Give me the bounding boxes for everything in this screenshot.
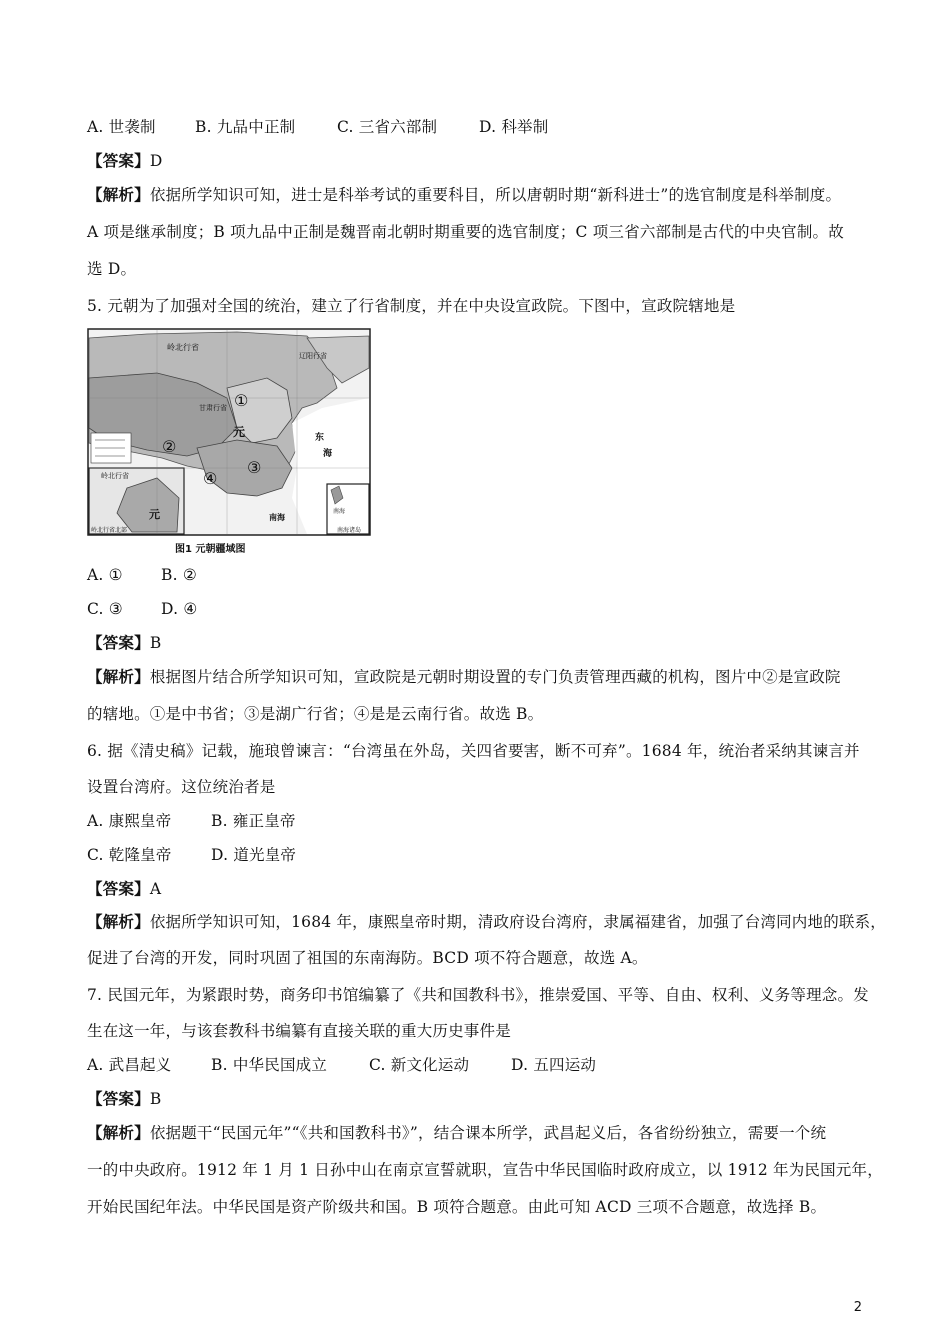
q5-analysis-line-2: 的辖地。①是中书省；③是湖广行省；④是是云南行省。故选 B。 bbox=[87, 705, 544, 723]
q6-question-line-1: 6. 据《清史稿》记载，施琅曾谏言：“台湾虽在外岛，关四省要害，断不可弃”。1684 年，统治者采纳其谏言并 bbox=[87, 742, 860, 760]
q7-question-line-1: 7. 民国元年，为紧跟时势，商务印书馆编纂了《共和国教科书》，推崇爱国、平等、自由、权利、义务等理念。发 bbox=[87, 986, 869, 1004]
q7-option-d: D. 五四运动 bbox=[511, 1056, 597, 1074]
map-label-lingbei-inset: 岭北行省 bbox=[101, 472, 129, 480]
q6-analysis-line-1 bbox=[87, 911, 886, 933]
q5-answer bbox=[87, 632, 161, 654]
answer-tag: 【答案】 bbox=[87, 879, 150, 898]
map-caption: 图1 元朝疆域图 bbox=[175, 544, 246, 555]
q6-option-a: A. 康熙皇帝 bbox=[87, 812, 172, 830]
map-label-inset-right: 南海诸岛 bbox=[337, 527, 362, 534]
q7-analysis-line-2: 一的中央政府。1912 年 1 月 1 日孙中山在南京宣誓就职，宣告中华民国临时政府成立，以 1912 年为民国元年， bbox=[87, 1161, 883, 1179]
q5-option-c: C. ③ bbox=[87, 600, 123, 618]
q4-answer bbox=[87, 150, 162, 172]
map-marker-4: ④ bbox=[203, 469, 218, 488]
map-label-yuan-inset: 元 bbox=[149, 508, 160, 521]
q6-analysis-line-2: 促进了台湾的开发，同时巩固了祖国的东南海防。BCD 项不符合题意，故选 A。 bbox=[87, 949, 648, 967]
map-marker-2: ② bbox=[162, 437, 177, 456]
map-label-inset-caption: 岭北行省北部 bbox=[91, 527, 128, 534]
q5-options-row-1 bbox=[87, 564, 197, 586]
q4-option-c: C. 三省六部制 bbox=[337, 118, 438, 136]
answer-value: A bbox=[149, 880, 162, 898]
yuan-dynasty-map bbox=[87, 328, 371, 560]
map-label-inset-sea: 南海 bbox=[333, 508, 346, 515]
q6-options-row-2 bbox=[87, 844, 296, 866]
q7-options bbox=[87, 1054, 596, 1076]
answer-tag: 【答案】 bbox=[87, 151, 150, 170]
analysis-tag: 【解析】 bbox=[87, 185, 150, 204]
answer-value: B bbox=[149, 634, 162, 652]
analysis-text: 依据题干“民国元年”“《共和国教科书》”，结合课本所学，武昌起义后，各省纷纷独立，需要一个统 bbox=[149, 1124, 827, 1142]
map-label-yuan: 元 bbox=[233, 425, 246, 439]
q7-question-line-2: 生在这一年，与该套教科书编纂有直接关联的重大历史事件是 bbox=[87, 1022, 511, 1040]
map-label-gansu: 甘肃行省 bbox=[199, 404, 227, 412]
answer-value: D bbox=[149, 152, 163, 170]
map-label-lingbei: 岭北行省 bbox=[167, 343, 199, 352]
analysis-text: 依据所学知识可知，1684 年，康熙皇帝时期，清政府设台湾府，隶属福建省，加强了台湾同内地的联系， bbox=[149, 913, 886, 931]
q6-answer bbox=[87, 878, 161, 900]
map-marker-1: ① bbox=[234, 391, 249, 410]
q7-analysis-line-3: 开始民国纪年法。中华民国是资产阶级共和国。B 项符合题意。由此可知 ACD 三项不合题意，故选择 B。 bbox=[87, 1198, 827, 1216]
q5-option-a: A. ① bbox=[87, 566, 123, 584]
q5-option-d: D. ④ bbox=[161, 600, 198, 618]
analysis-text: 根据图片结合所学知识可知，宣政院是元朝时期设置的专门负责管理西藏的机构，图片中②是宣政院 bbox=[149, 668, 841, 686]
map-label-east: 东 bbox=[315, 433, 325, 443]
map-label-south-sea: 南海 bbox=[269, 513, 285, 522]
q6-options-row-1 bbox=[87, 810, 296, 832]
q4-analysis-line-2: A 项是继承制度；B 项九品中正制是魏晋南北朝时期重要的选官制度；C 项三省六部制是古代的中央官制。故 bbox=[87, 223, 844, 241]
q5-option-b: B. ② bbox=[161, 566, 197, 584]
map-label-sea: 海 bbox=[323, 449, 333, 459]
q6-option-c: C. 乾隆皇帝 bbox=[87, 846, 172, 864]
analysis-text: 依据所学知识可知，进士是科举考试的重要科目，所以唐朝时期“新科进士”的选官制度是科举制度。 bbox=[149, 186, 842, 204]
q5-options-row-2 bbox=[87, 598, 197, 620]
q7-analysis-line-1 bbox=[87, 1122, 826, 1144]
q4-analysis-line-3: 选 D。 bbox=[87, 260, 137, 278]
q6-option-b: B. 雍正皇帝 bbox=[211, 812, 296, 830]
q4-option-d: D. 科举制 bbox=[479, 118, 549, 136]
analysis-tag: 【解析】 bbox=[87, 1123, 150, 1142]
q7-option-a: A. 武昌起义 bbox=[87, 1056, 172, 1074]
page-number: 2 bbox=[853, 1300, 862, 1315]
answer-tag: 【答案】 bbox=[87, 1089, 150, 1108]
q6-question-line-2: 设置台湾府。这位统治者是 bbox=[87, 778, 276, 796]
answer-value: B bbox=[149, 1090, 162, 1108]
q4-option-a: A. 世袭制 bbox=[87, 118, 156, 136]
q4-options bbox=[87, 116, 548, 138]
q6-option-d: D. 道光皇帝 bbox=[211, 846, 297, 864]
q4-option-b: B. 九品中正制 bbox=[195, 118, 296, 136]
map-marker-3: ③ bbox=[247, 458, 262, 477]
q7-option-b: B. 中华民国成立 bbox=[211, 1056, 328, 1074]
q4-analysis-line-1 bbox=[87, 184, 841, 206]
analysis-tag: 【解析】 bbox=[87, 912, 150, 931]
q7-answer bbox=[87, 1088, 161, 1110]
q5-analysis-line-1 bbox=[87, 666, 841, 688]
answer-tag: 【答案】 bbox=[87, 633, 150, 652]
q7-option-c: C. 新文化运动 bbox=[369, 1056, 470, 1074]
map-label-liaoyang: 辽阳行省 bbox=[299, 352, 327, 360]
analysis-tag: 【解析】 bbox=[87, 667, 150, 686]
q5-question: 5. 元朝为了加强对全国的统治，建立了行省制度，并在中央设宣政院。下图中，宣政院辖地是 bbox=[87, 297, 736, 315]
